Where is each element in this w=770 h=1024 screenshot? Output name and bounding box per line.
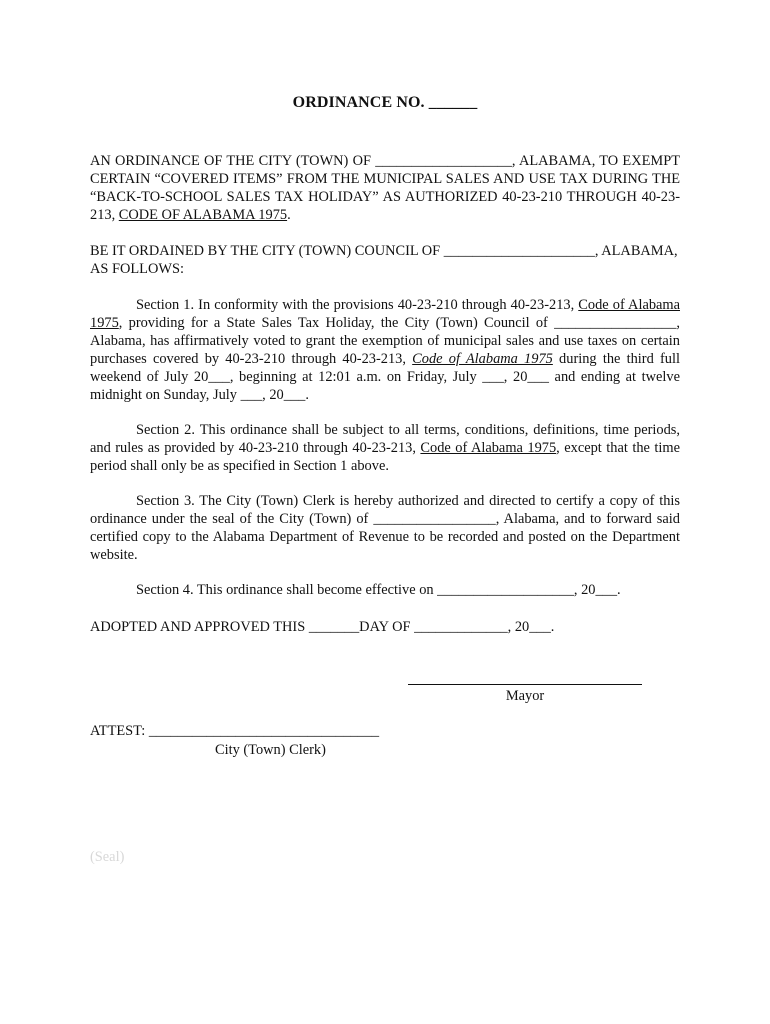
- adopted-line: ADOPTED AND APPROVED THIS _______DAY OF _____________, 20___.: [90, 619, 555, 635]
- section-1-code-citation-italic: Code of Alabama 1975: [412, 351, 553, 367]
- preamble-text: AN ORDINANCE OF THE CITY (TOWN) OF ___________________, ALABAMA, TO EXEMPT CERTAIN “COVERED ITEMS” FROM THE MUNICIPAL SALES AND USE TAX DURING THE “BACK-TO-SCHOOL SALES TAX HOLIDAY” AS AUTHORIZED 40-23-210 THROUGH 40-23-213,: [90, 153, 680, 223]
- mayor-label: Mayor: [505, 688, 545, 704]
- section-2-code-citation: Code of Alabama 1975: [420, 440, 557, 456]
- section-2-text-b: , except that the time period shall only be as specified in Section 1 above.: [90, 440, 680, 474]
- clerk-label: City (Town) Clerk): [215, 742, 326, 758]
- preamble-code-citation: CODE OF ALABAMA 1975: [118, 207, 288, 223]
- section-4-paragraph: Section 4. This ordinance shall become effective on ___________________, 20___.: [136, 582, 621, 598]
- section-2-text-a: Section 2. This ordinance shall be subject to all terms, conditions, definitions, time periods, and rules as provided by 40-23-210 through 40-23-213,: [90, 422, 680, 456]
- section-1-text-a: Section 1. In conformity with the provisions 40-23-210 through 40-23-213,: [136, 297, 579, 313]
- section-1-text-c: during the third full weekend of July 20___, beginning at 12:01 a.m. on Friday, July ___, 20___ and ending at twelve midnight on Sunday, July ___, 20___.: [90, 351, 680, 403]
- section-3-paragraph: Section 3. The City (Town) Clerk is hereby authorized and directed to certify a copy of this ordinance under the seal of the City (Town) of _________________, Alabama, and to forward said certified copy to the Alabama Department of Revenue to be recorded and posted on the Department website.: [90, 493, 680, 563]
- attest-line: ATTEST: ________________________________: [90, 723, 380, 739]
- ordained-paragraph: BE IT ORDAINED BY THE CITY (TOWN) COUNCIL OF _____________________, ALABAMA, AS FOLLOWS:: [90, 243, 678, 277]
- page-title: ORDINANCE NO. ______: [292, 94, 478, 111]
- mayor-signature-line: [408, 672, 642, 685]
- seal-placeholder: (Seal): [90, 849, 125, 865]
- section-2-paragraph: [90, 421, 680, 475]
- preamble-paragraph: [90, 152, 680, 224]
- preamble-end: .: [287, 207, 291, 223]
- section-1-text-b: , providing for a State Sales Tax Holiday, the City (Town) Council of _________________, Alabama, has affirmatively voted to grant the exemption of municipal sales and use taxes on certain purchases covered by 40-23-210 through 40-23-213,: [90, 315, 680, 367]
- section-1-paragraph: [90, 296, 680, 404]
- section-1-code-citation: Code of Alabama 1975: [90, 297, 680, 331]
